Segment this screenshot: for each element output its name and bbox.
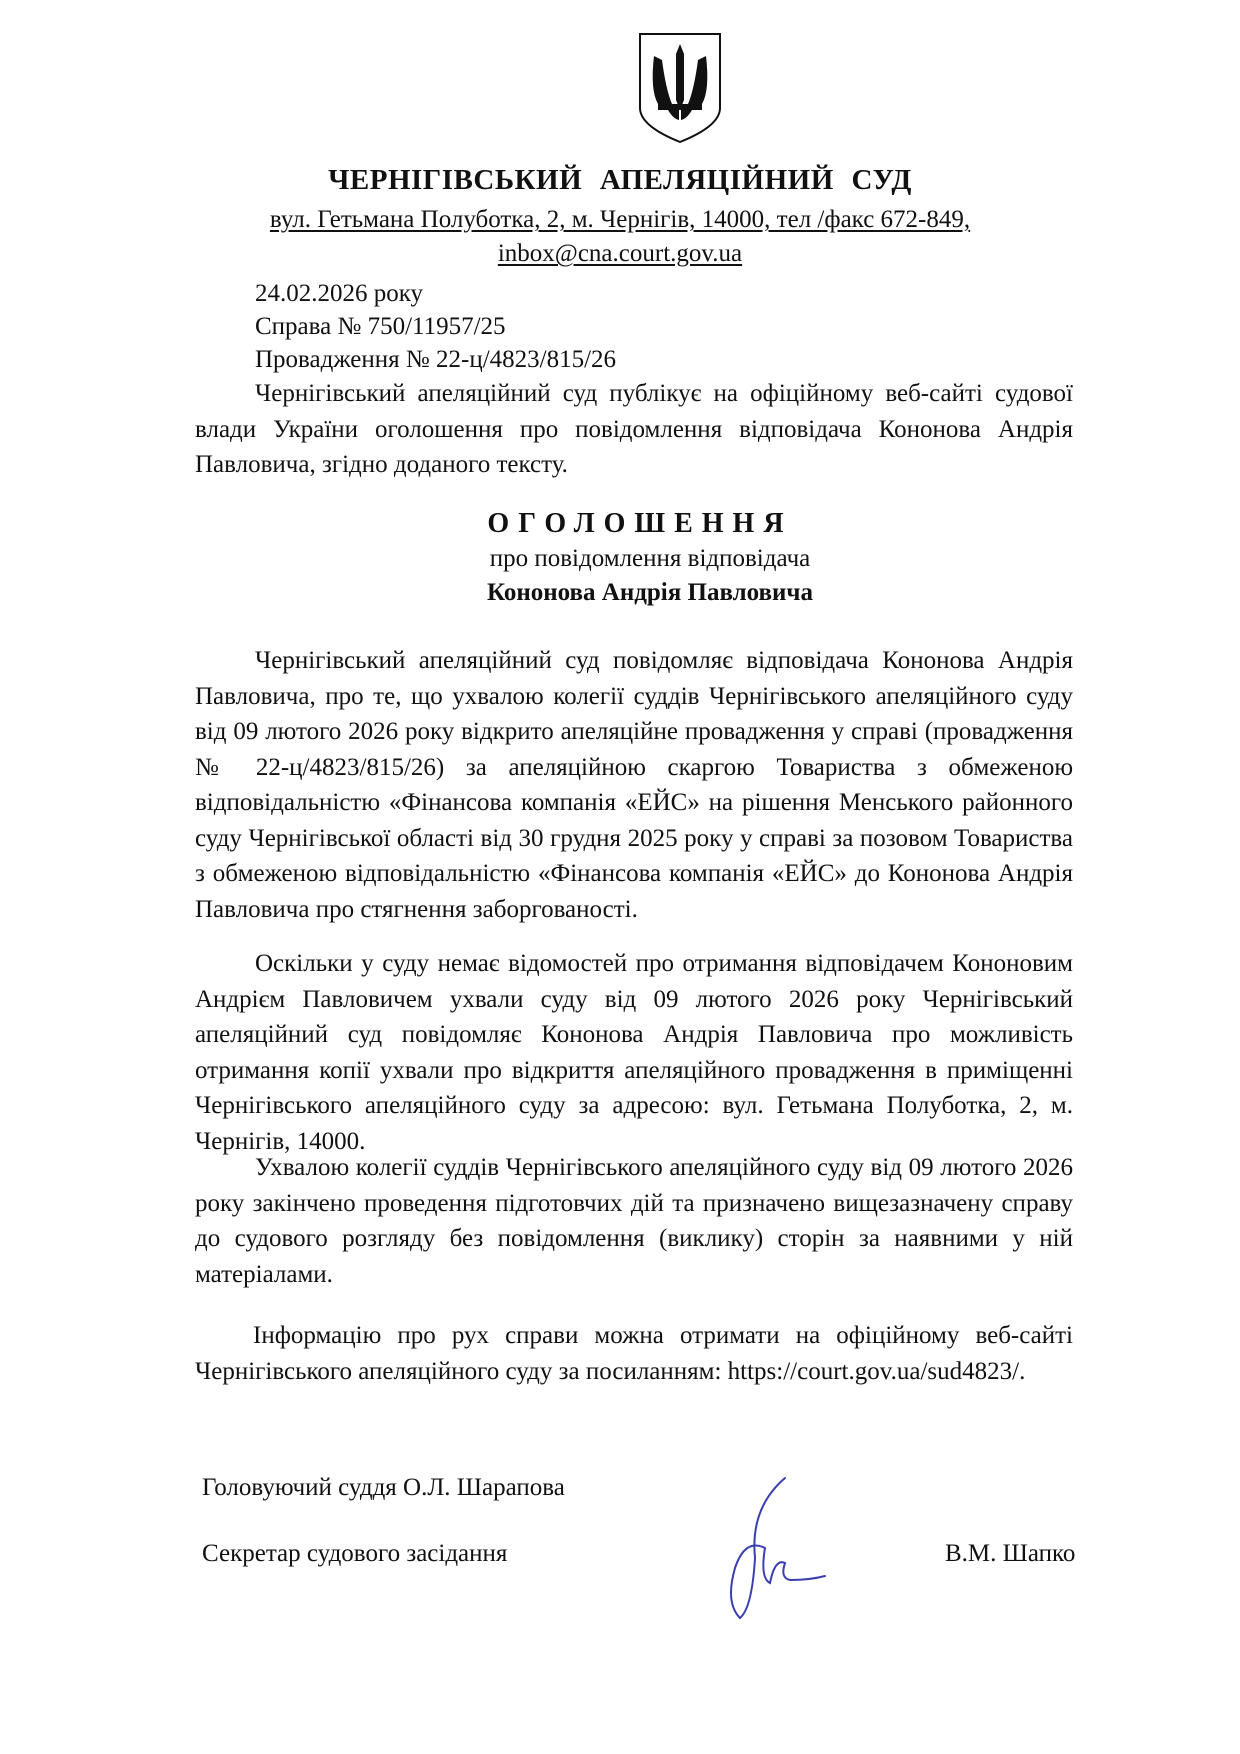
announcement-paragraph: Ухвалою колегії суддів Чернігівського апеляційного суду від 09 лютого 2026 року закінчено проведення підготовчих дій та призначено вищезазначену справу до судового розгляду без повідомлення (виклику) сторін за наявними у ній матеріалами. (195, 1154, 1073, 1288)
secretary-label: Секретар судового засідання (202, 1540, 508, 1567)
court-address: вул. Гетьмана Полуботка, 2, м. Чернігів, 14000, тел /факс 672-849, (269, 206, 971, 233)
secretary-name: В.М. Шапко (945, 1540, 1076, 1567)
defendant-name: Кононова Андрія Павловича (486, 579, 814, 606)
handwritten-signature-icon (690, 1468, 830, 1628)
announcement-title: ОГОЛОШЕННЯ (487, 508, 793, 539)
proceeding-number: Провадження № 22-ц/4823/815/26 (255, 346, 617, 373)
announcement-paragraph: Чернігівський апеляційний суд повідомляє відповідача Кононова Андрія Павловича, про те, що ухвалою колегії суддів Чернігівського апеляційного суду від 09 лютого 2026 року відкрито апеляційне провадження у справі (провадження № 22-ц/4823/815/26) за апеляційною скаргою Товариства з обмеженою відповідальністю «Фінансова компанія «ЕЙС» на рішення Менського районного суду Чернігівської області від 30 грудня 2025 року у справі за позовом Товариства з обмеженою відповідальністю «Фінансова компанія «ЕЙС» до Кононова Андрія Павловича про стягнення заборгованості. (195, 647, 1073, 923)
case-number: Справа № 750/11957/25 (255, 313, 506, 340)
coat-of-arms-icon (636, 30, 724, 146)
announcement-paragraph: Оскільки у суду немає відомостей про отримання відповідачем Кононовим Андрієм Павловичем ухвали суду від 09 лютого 2026 року Чернігівський апеляційний суд повідомляє Кононова Андрія Павловича про можливість отримання копії ухвали про відкриття апеляційного провадження в приміщенні Чернігівського апеляційного суду за адресою: вул. Гетьмана Полуботка, 2, м. Чернігів, 14000. (195, 950, 1073, 1155)
announcement-subtitle: про повідомлення відповідача (489, 545, 811, 572)
case-info-paragraph: Інформацію про рух справи можна отримати на офіційному веб-сайті Чернігівського апеляційного суду за посиланням: https://court.gov.ua/sud4823/. (195, 1322, 1073, 1385)
court-name: ЧЕРНІГІВСЬКИЙ АПЕЛЯЦІЙНИЙ СУД (328, 164, 912, 196)
document-date: 24.02.2026 року (255, 280, 424, 307)
presiding-judge: Головуючий суддя О.Л. Шарапова (202, 1474, 565, 1501)
intro-paragraph: Чернігівський апеляційний суд публікує на офіційному веб-сайті судової влади України оголошення про повідомлення відповідача Кононова Андрія Павловича, згідно доданого тексту. (195, 380, 1073, 478)
court-email[interactable]: inbox@cna.court.gov.ua (497, 240, 743, 267)
